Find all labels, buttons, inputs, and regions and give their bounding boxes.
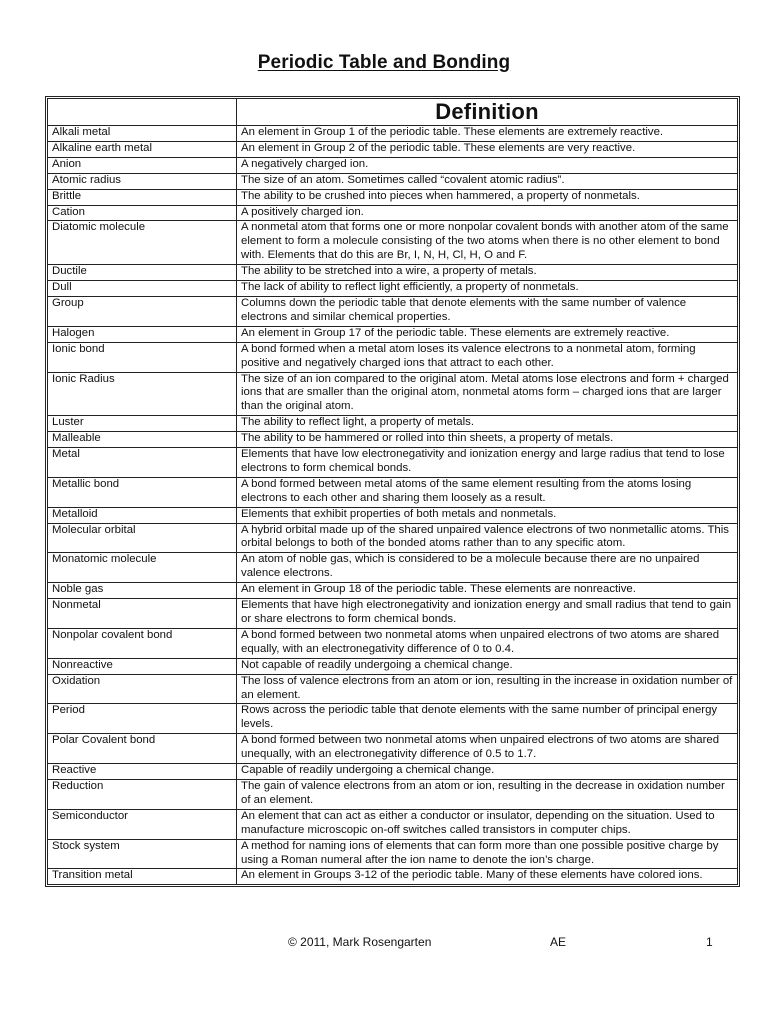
definition-cell: The ability to reflect light, a property of metals. bbox=[237, 416, 738, 432]
definition-cell: An element in Group 1 of the periodic table. These elements are extremely reactive. bbox=[237, 126, 738, 142]
definition-cell: An element in Group 17 of the periodic table. These elements are extremely reactive. bbox=[237, 326, 738, 342]
table-row bbox=[48, 839, 738, 869]
term-cell: Metallic bond bbox=[48, 477, 237, 507]
term-cell: Reactive bbox=[48, 764, 237, 780]
term-cell: Semiconductor bbox=[48, 809, 237, 839]
definition-cell: Elements that exhibit properties of both metals and nonmetals. bbox=[237, 507, 738, 523]
term-cell: Alkaline earth metal bbox=[48, 141, 237, 157]
definition-cell: Not capable of readily undergoing a chemical change. bbox=[237, 658, 738, 674]
term-cell: Ductile bbox=[48, 265, 237, 281]
term-cell: Ionic bond bbox=[48, 342, 237, 372]
glossary-table bbox=[47, 98, 738, 885]
table-row bbox=[48, 764, 738, 780]
definition-cell: The ability to be crushed into pieces when hammered, a property of nonmetals. bbox=[237, 189, 738, 205]
definition-cell: A method for naming ions of elements that can form more than one possible positive charge by using a Roman numeral after the ion name to denote the ion’s charge. bbox=[237, 839, 738, 869]
table-row bbox=[48, 599, 738, 629]
footer-copyright: © 2011, Mark Rosengarten bbox=[288, 935, 432, 949]
term-cell: Metalloid bbox=[48, 507, 237, 523]
term-cell: Nonreactive bbox=[48, 658, 237, 674]
table-row bbox=[48, 173, 738, 189]
definition-cell: Elements that have high electronegativity and ionization energy and small radius that tend to gain or share electrons to form chemical bonds. bbox=[237, 599, 738, 629]
definition-cell: A bond formed when a metal atom loses its valence electrons to a nonmetal atom, forming positive and negatively charged ions that attract to each other. bbox=[237, 342, 738, 372]
term-cell: Luster bbox=[48, 416, 237, 432]
definition-cell: Columns down the periodic table that denote elements with the same number of valence electrons and similar chemical properties. bbox=[237, 296, 738, 326]
definition-cell: A bond formed between two nonmetal atoms when unpaired electrons of two atoms are shared unequally, with an electronegativity difference of 0.5 to 1.7. bbox=[237, 734, 738, 764]
table-row bbox=[48, 281, 738, 297]
table-row bbox=[48, 326, 738, 342]
definition-cell: A negatively charged ion. bbox=[237, 157, 738, 173]
term-cell: Alkali metal bbox=[48, 126, 237, 142]
definition-cell: Elements that have low electronegativity and ionization energy and large radius that tend to lose electrons to form chemical bonds. bbox=[237, 448, 738, 478]
table-row bbox=[48, 583, 738, 599]
table-row bbox=[48, 416, 738, 432]
table-row bbox=[48, 507, 738, 523]
table-row bbox=[48, 126, 738, 142]
definition-cell: The ability to be stretched into a wire, a property of metals. bbox=[237, 265, 738, 281]
term-cell: Anion bbox=[48, 157, 237, 173]
definition-cell: An atom of noble gas, which is considered to be a molecule because there are no unpaired valence electrons. bbox=[237, 553, 738, 583]
table-row bbox=[48, 869, 738, 885]
glossary-table-frame bbox=[45, 96, 740, 887]
definition-cell: A positively charged ion. bbox=[237, 205, 738, 221]
table-row bbox=[48, 809, 738, 839]
table-row bbox=[48, 477, 738, 507]
glossary-body bbox=[48, 126, 738, 885]
definition-cell: A bond formed between metal atoms of the same element resulting from the atoms losing electrons to each other and sharing them loosely as a result. bbox=[237, 477, 738, 507]
footer-page-number: 1 bbox=[706, 935, 713, 949]
definition-cell: An element that can act as either a conductor or insulator, depending on the situation. Used to manufacture microscopic on-off switches called transistors in computer chips. bbox=[237, 809, 738, 839]
table-row bbox=[48, 628, 738, 658]
term-cell: Halogen bbox=[48, 326, 237, 342]
table-row bbox=[48, 221, 738, 265]
table-header-row bbox=[48, 99, 738, 126]
table-row bbox=[48, 553, 738, 583]
table-row bbox=[48, 704, 738, 734]
term-cell: Ionic Radius bbox=[48, 372, 237, 416]
page-title: Periodic Table and Bonding bbox=[257, 52, 511, 73]
table-row bbox=[48, 205, 738, 221]
term-cell: Nonmetal bbox=[48, 599, 237, 629]
table-row bbox=[48, 296, 738, 326]
footer-code: AE bbox=[550, 935, 567, 949]
term-cell: Reduction bbox=[48, 779, 237, 809]
term-cell: Nonpolar covalent bond bbox=[48, 628, 237, 658]
definition-cell: An element in Group 2 of the periodic table. These elements are very reactive. bbox=[237, 141, 738, 157]
definition-cell: The gain of valence electrons from an atom or ion, resulting in the decrease in oxidation number of an element. bbox=[237, 779, 738, 809]
definition-cell: The size of an ion compared to the original atom. Metal atoms lose electrons and form + charged ions that are smaller than the original atom, nonmetal atoms form – charged ions that are larger than the original atom. bbox=[237, 372, 738, 416]
term-cell: Metal bbox=[48, 448, 237, 478]
table-row bbox=[48, 432, 738, 448]
term-cell: Atomic radius bbox=[48, 173, 237, 189]
table-row bbox=[48, 658, 738, 674]
table-row bbox=[48, 779, 738, 809]
definition-column-header: Definition bbox=[237, 99, 738, 126]
definition-cell: The loss of valence electrons from an atom or ion, resulting in the increase in oxidation number of an element. bbox=[237, 674, 738, 704]
table-row bbox=[48, 157, 738, 173]
term-cell: Stock system bbox=[48, 839, 237, 869]
definition-cell: The ability to be hammered or rolled into thin sheets, a property of metals. bbox=[237, 432, 738, 448]
term-cell: Brittle bbox=[48, 189, 237, 205]
term-cell: Transition metal bbox=[48, 869, 237, 885]
definition-cell: An element in Groups 3-12 of the periodic table. Many of these elements have colored ions. bbox=[237, 869, 738, 885]
term-cell: Noble gas bbox=[48, 583, 237, 599]
term-cell: Molecular orbital bbox=[48, 523, 237, 553]
table-row bbox=[48, 265, 738, 281]
table-row bbox=[48, 448, 738, 478]
term-cell: Period bbox=[48, 704, 237, 734]
definition-cell: Capable of readily undergoing a chemical change. bbox=[237, 764, 738, 780]
definition-cell: An element in Group 18 of the periodic table. These elements are nonreactive. bbox=[237, 583, 738, 599]
table-row bbox=[48, 372, 738, 416]
term-cell: Dull bbox=[48, 281, 237, 297]
term-cell: Monatomic molecule bbox=[48, 553, 237, 583]
term-cell: Group bbox=[48, 296, 237, 326]
definition-cell: The lack of ability to reflect light efficiently, a property of nonmetals. bbox=[237, 281, 738, 297]
definition-cell: A nonmetal atom that forms one or more nonpolar covalent bonds with another atom of the same element to form a molecule consisting of the two atoms when there is no other element to bond with. Elements that do this are Br, I, N, H, Cl, H, O and F. bbox=[237, 221, 738, 265]
term-cell: Diatomic molecule bbox=[48, 221, 237, 265]
table-row bbox=[48, 523, 738, 553]
term-cell: Oxidation bbox=[48, 674, 237, 704]
table-row bbox=[48, 189, 738, 205]
term-cell: Cation bbox=[48, 205, 237, 221]
definition-cell: Rows across the periodic table that denote elements with the same number of principal energy levels. bbox=[237, 704, 738, 734]
table-row bbox=[48, 342, 738, 372]
term-column-header bbox=[48, 99, 237, 126]
definition-cell: A hybrid orbital made up of the shared unpaired valence electrons of two nonmetallic atoms. This orbital belongs to both of the bonded atoms rather than to any specific atom. bbox=[237, 523, 738, 553]
definition-cell: The size of an atom. Sometimes called “covalent atomic radius”. bbox=[237, 173, 738, 189]
term-cell: Malleable bbox=[48, 432, 237, 448]
table-row bbox=[48, 141, 738, 157]
table-row bbox=[48, 674, 738, 704]
term-cell: Polar Covalent bond bbox=[48, 734, 237, 764]
table-row bbox=[48, 734, 738, 764]
definition-cell: A bond formed between two nonmetal atoms when unpaired electrons of two atoms are shared equally, with an electronegativity difference of 0 to 0.4. bbox=[237, 628, 738, 658]
